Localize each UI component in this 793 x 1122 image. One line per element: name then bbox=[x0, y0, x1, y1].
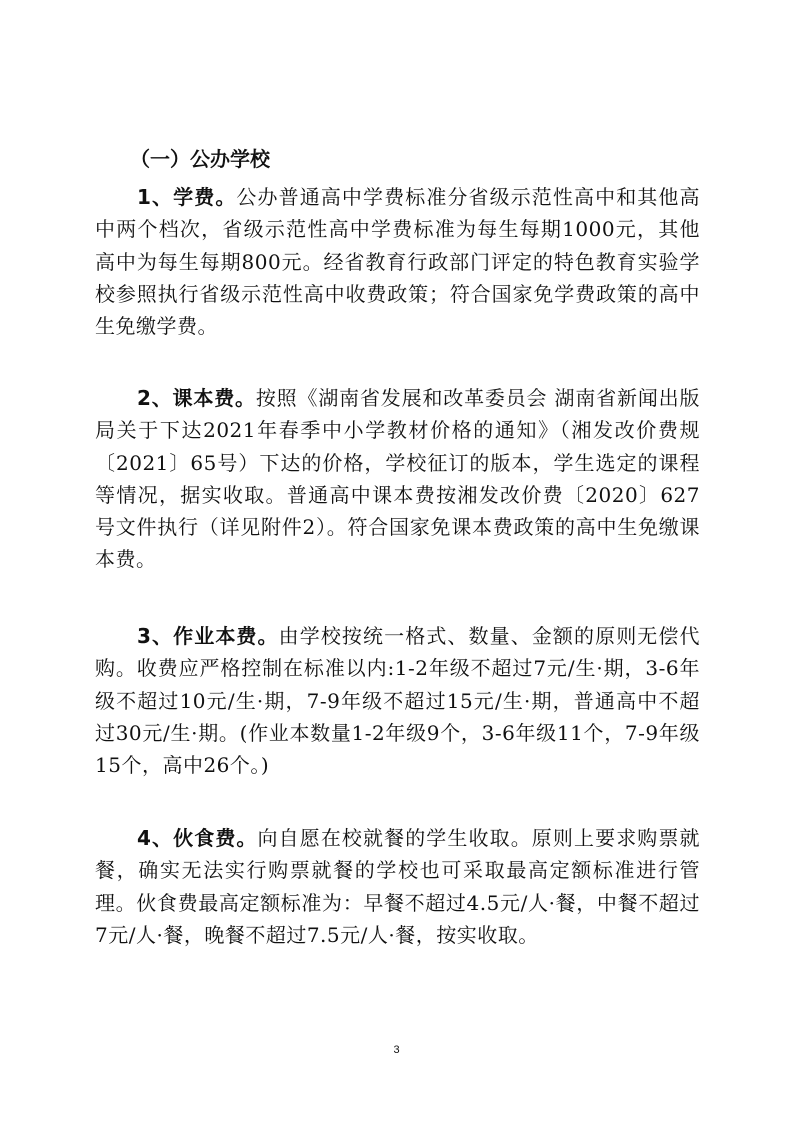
paragraph-body: 向自愿在校就餐的学生收取。原则上要求购票就餐，确实无法实行购票就餐的学校也可采取最高定额标准进行管理。伙食费最高定额标准为：早餐不超过4.5元/人·餐，中餐不超过7元/人·餐，晚餐不超过7.5元/人·餐，按实收取。 bbox=[95, 826, 700, 947]
paragraph-body: 按照《湖南省发展和改革委员会 湖南省新闻出版局关于下达2021年春季中小学教材价格的通知》（湘发改价费规〔2021〕65号）下达的价格，学校征订的版本，学生选定的课程等情况，据实收取。普通高中课本费按湘发改价费〔2020〕627号文件执行（详见附件2）。符合国家免课本费政策的高中生免缴课本费。 bbox=[95, 386, 700, 572]
paragraph-textbook-fee bbox=[95, 382, 700, 576]
page-number: 3 bbox=[393, 1044, 400, 1056]
paragraph-body: 由学校按统一格式、数量、金额的原则无偿代购。收费应严格控制在标准以内:1-2年级不超过7元/生·期，3-6年级不超过10元/生·期，7-9年级不超过15元/生·期，普通高中不超过30元/生·期。(作业本数量1-2年级9个，3-6年级11个，7-9年级15个，高中26个。) bbox=[95, 624, 701, 778]
paragraph-lead: 4、伙食费。 bbox=[137, 826, 258, 850]
paragraph-lead: 2、课本费。 bbox=[137, 386, 256, 410]
paragraph-body: 公办普通高中学费标准分省级示范性高中和其他高中两个档次，省级示范性高中学费标准为每生每期1000元，其他高中为每生每期800元。经省教育行政部门评定的特色教育实验学校参照执行省级示范性高中收费政策；符合国家免学费政策的高中生免缴学费。 bbox=[95, 185, 701, 339]
section-heading: （一）公办学校 bbox=[130, 147, 270, 171]
paragraph-lead: 3、作业本费。 bbox=[137, 624, 279, 648]
paragraph-tuition bbox=[95, 181, 700, 342]
paragraph-lead: 1、学费。 bbox=[137, 185, 237, 209]
paragraph-meal-fee bbox=[95, 822, 700, 951]
paragraph-exercise-book-fee bbox=[95, 620, 700, 781]
